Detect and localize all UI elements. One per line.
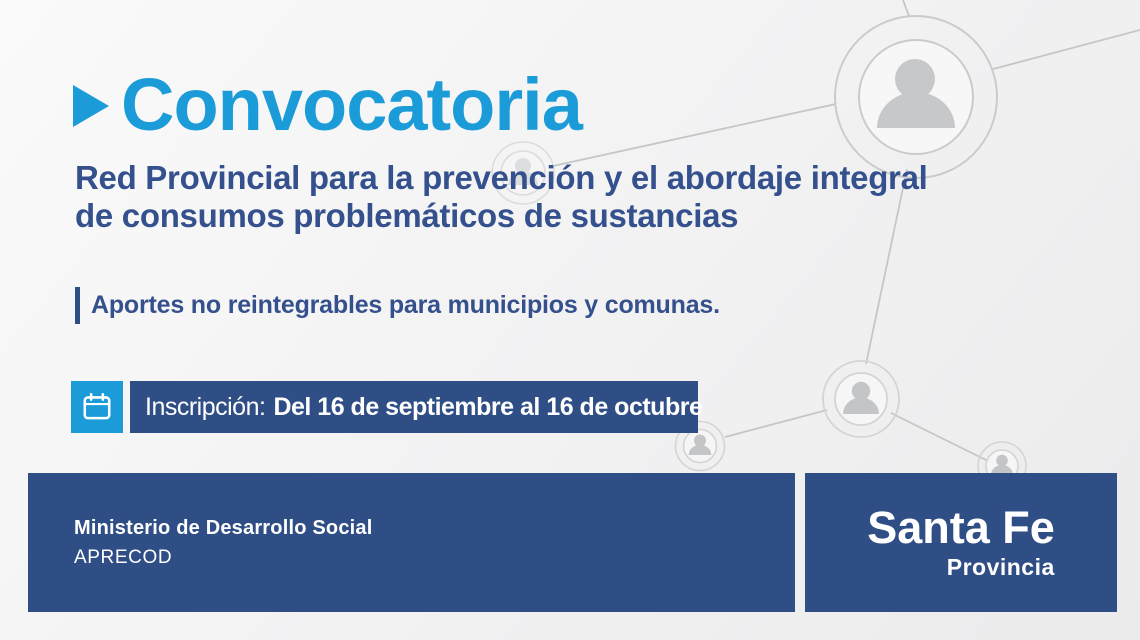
headline bbox=[75, 159, 928, 235]
network-line bbox=[903, 0, 909, 16]
avatar-node-medium bbox=[823, 361, 899, 437]
ministry-name: Ministerio de Desarrollo Social bbox=[74, 516, 373, 539]
registration-label: Inscripción: bbox=[145, 392, 266, 421]
network-line bbox=[891, 413, 990, 462]
calendar-icon-tile bbox=[71, 381, 123, 433]
avatar-node-large bbox=[835, 16, 997, 178]
network-line bbox=[993, 30, 1140, 69]
agency-name: APRECOD bbox=[74, 546, 173, 568]
brand-subtitle: Provincia bbox=[946, 553, 1055, 580]
headline-line-2: de consumos problemáticos de sustancias bbox=[75, 197, 739, 234]
registration-row bbox=[71, 381, 703, 433]
registration-banner bbox=[130, 381, 703, 433]
footer-brand-box bbox=[805, 473, 1117, 612]
headline-line-1: Red Provincial para la prevención y el abordaje integral bbox=[75, 159, 928, 196]
brand-name: Santa Fe bbox=[867, 501, 1055, 553]
kicker-title: Convocatoria bbox=[121, 63, 582, 146]
brand-logo bbox=[867, 501, 1055, 581]
network-line bbox=[553, 104, 836, 166]
network-line bbox=[725, 410, 827, 437]
footer-ministry-box bbox=[28, 473, 795, 612]
subtitle-row bbox=[75, 287, 720, 324]
registration-dates: Del 16 de septiembre al 16 de octubre bbox=[273, 392, 703, 421]
calendar-icon bbox=[80, 390, 114, 424]
subtitle-accent-bar bbox=[75, 287, 80, 324]
kicker-arrow-icon bbox=[73, 85, 109, 127]
subtitle: Aportes no reintegrables para municipios y comunas. bbox=[91, 291, 720, 319]
